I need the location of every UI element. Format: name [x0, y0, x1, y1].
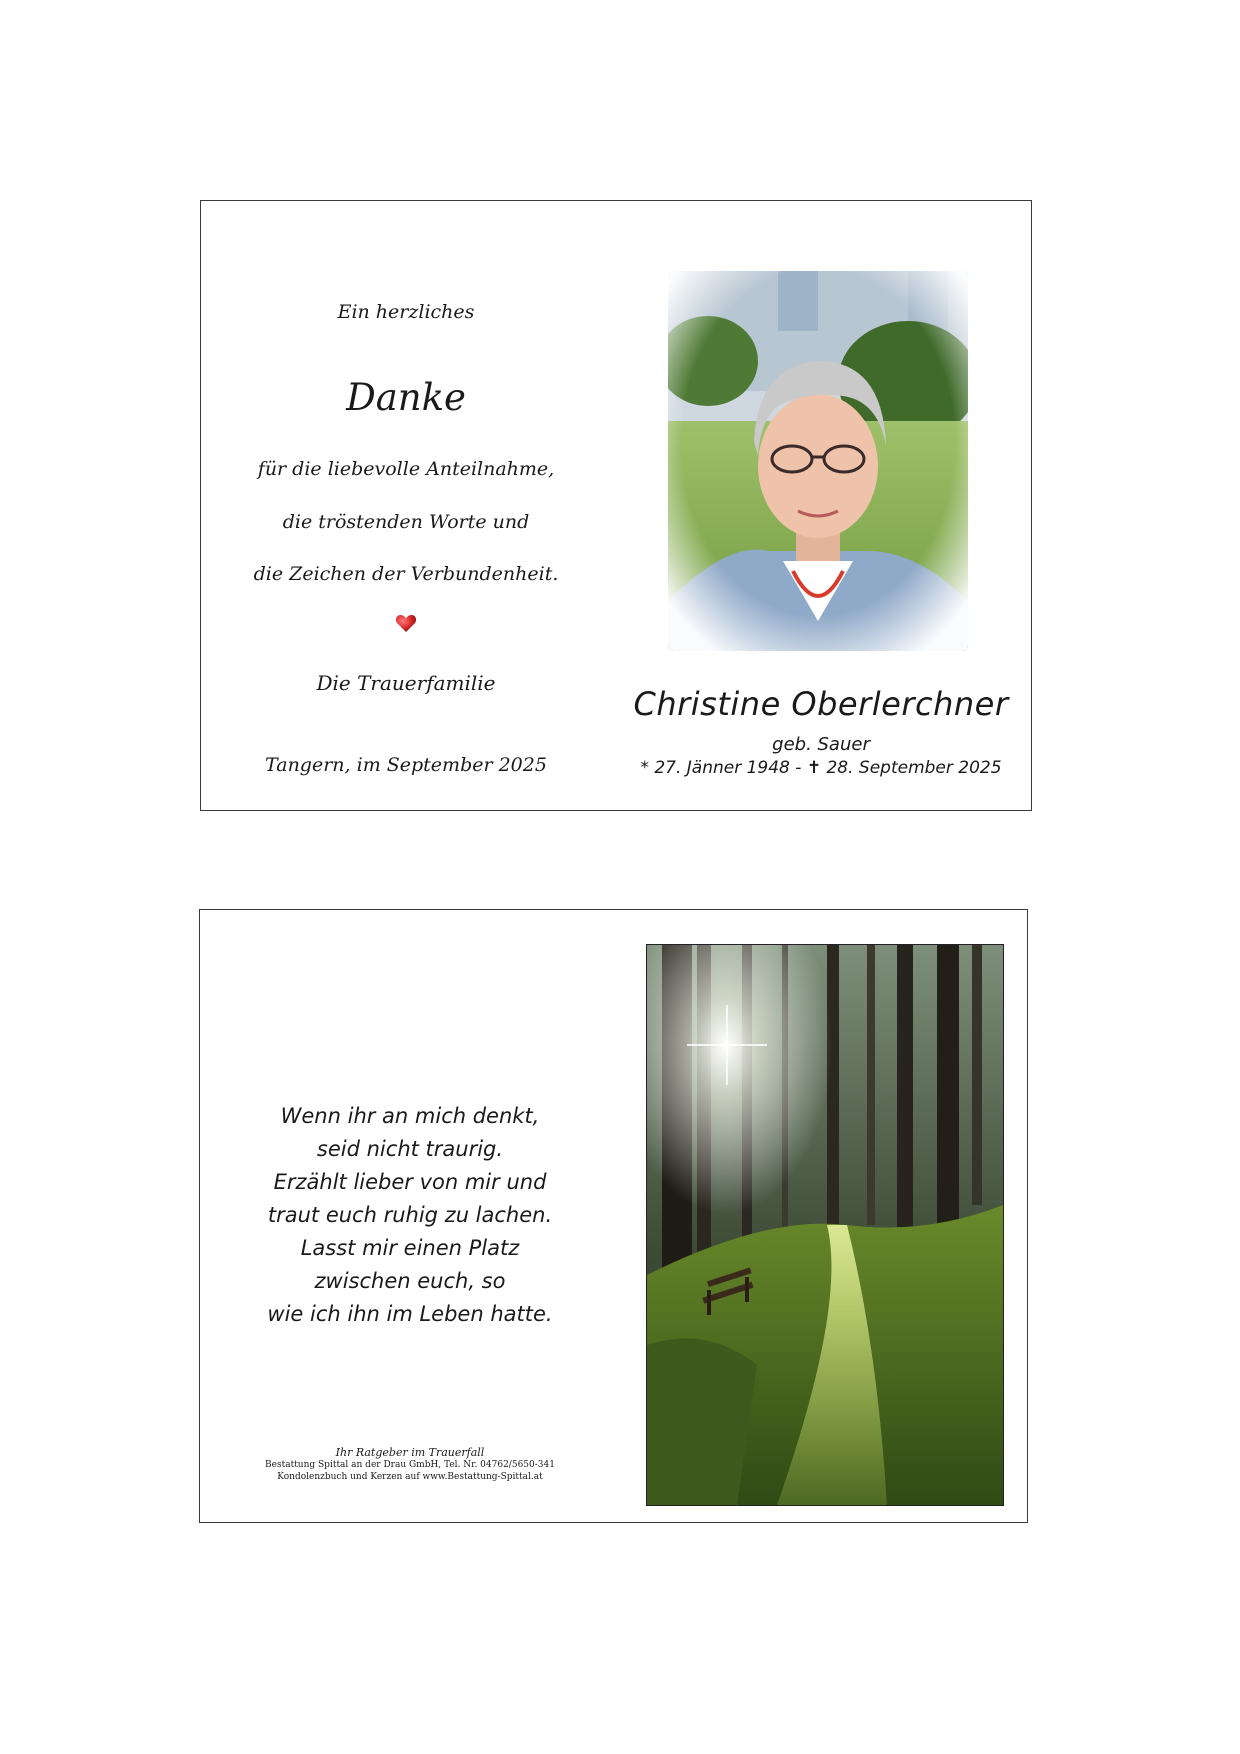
portrait-photo — [668, 271, 968, 651]
message-line: die tröstenden Worte und — [282, 511, 530, 533]
footer-contact: Bestattung Spittal an der Drau GmbH, Tel. Nr. 04762/5650-341 — [265, 1460, 555, 1470]
funeral-home-footer — [200, 1446, 620, 1483]
birth-name: geb. Sauer — [772, 734, 870, 755]
footer-website: Kondolenzbuch und Kerzen auf www.Bestattung-Spittal.at — [277, 1472, 543, 1482]
poem-line: seid nicht traurig. — [316, 1137, 504, 1161]
footer-title: Ihr Ratgeber im Trauerfall — [335, 1446, 485, 1459]
poem-line: Lasst mir einen Platz — [300, 1236, 520, 1260]
danke-title: Danke — [346, 376, 466, 419]
back-card — [199, 909, 1028, 1523]
poem — [200, 1100, 620, 1331]
poem-line: Wenn ihr an mich denkt, — [280, 1104, 540, 1128]
poem-line: zwischen euch, so — [314, 1269, 506, 1293]
heart-icon — [201, 613, 611, 637]
poem-line: wie ich ihn im Leben hatte. — [267, 1302, 553, 1326]
poem-line: traut euch ruhig zu lachen. — [267, 1203, 553, 1227]
poem-line: Erzählt lieber von mir und — [273, 1170, 547, 1194]
life-dates: * 27. Jänner 1948 - ✝ 28. September 2025 — [640, 758, 1002, 778]
place-date: Tangern, im September 2025 — [265, 754, 547, 776]
message-line: die Zeichen der Verbundenheit. — [253, 563, 559, 585]
intro-text: Ein herzliches — [337, 301, 475, 323]
forest-photo — [646, 944, 1004, 1506]
message-line: für die liebevolle Anteilnahme, — [257, 458, 555, 480]
front-card — [200, 200, 1032, 811]
deceased-name: Christine Oberlerchner — [633, 685, 1009, 723]
signature: Die Trauerfamilie — [316, 671, 496, 695]
